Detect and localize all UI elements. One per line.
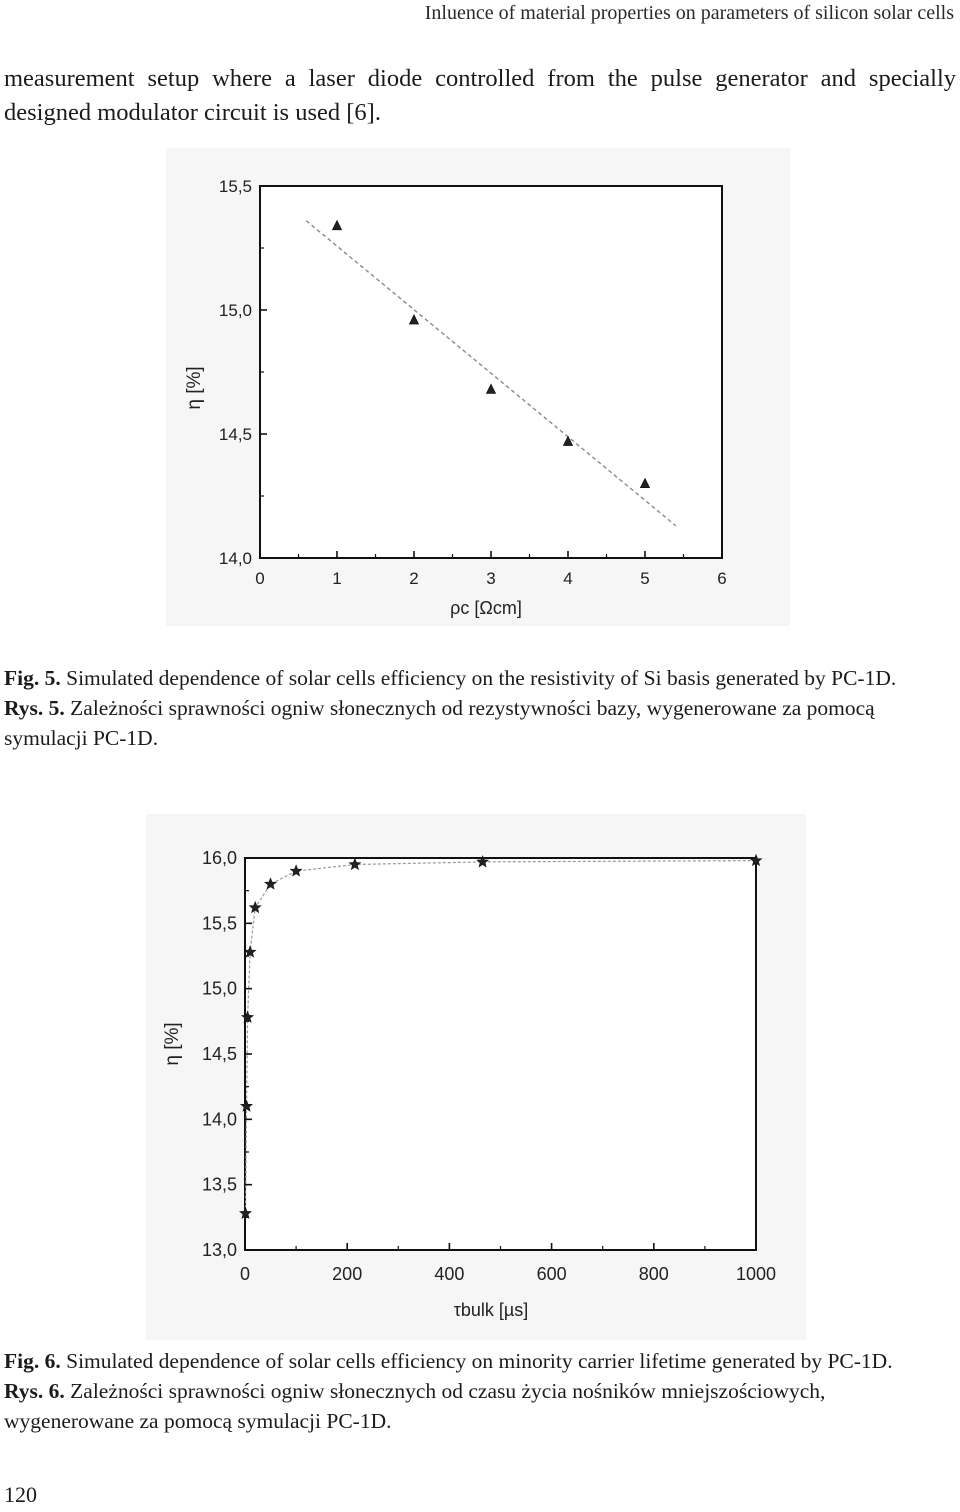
c2-y-tick-label: 13,5 <box>201 1174 237 1195</box>
c2-plot-frame <box>245 858 756 1250</box>
c1-x-tick-label: 0 <box>255 569 265 588</box>
figure-5-x-axis-label: ρc [Ωcm] <box>450 598 522 618</box>
c2-y-tick-label: 14,5 <box>201 1044 237 1064</box>
figure-5-caption-en-text: Simulated dependence of solar cells efficiency on the resistivity of Si basis generated by PC-1D. <box>60 666 897 690</box>
c1-x-tick-label: 3 <box>486 569 496 588</box>
figure-6-y-axis-label: η [%] <box>162 1022 183 1066</box>
c2-x-tick-label: 1000 <box>735 1264 777 1284</box>
figure-6-caption-en <box>4 1346 956 1376</box>
c2-y-tick-label: 15,5 <box>201 913 237 934</box>
figure-6-caption-en-label: Fig. 6. <box>4 1349 61 1373</box>
figure-5-caption-pl <box>4 693 956 753</box>
c1-x-tick-label: 2 <box>409 569 419 588</box>
c1-y-tick-label: 14,5 <box>218 425 252 444</box>
figure-6-x-axis-label: τbulk [µs] <box>453 1300 529 1320</box>
c1-x-tick-label: 1 <box>332 569 342 588</box>
c2-y-tick-label: 16,0 <box>201 848 237 868</box>
figure-5-caption-pl-text: Zależności sprawności ogniw słonecznych od rezystywności bazy, wygenerowane za pomocą symulacji PC-1D. <box>4 696 875 750</box>
figure-6-caption-en-text: Simulated dependence of solar cells efficiency on minority carrier lifetime generated by PC-1D. <box>60 1349 893 1373</box>
figure-5-caption-pl-label: Rys. 5. <box>4 696 65 720</box>
c2-x-tick-label: 400 <box>434 1264 465 1284</box>
figure-6-caption-pl-text: Zależności sprawności ogniw słonecznych od czasu życia nośników mniejszościowych, wygenerowane za pomocą symulacji PC-1D. <box>4 1379 826 1433</box>
c2-x-tick-label: 800 <box>638 1264 669 1284</box>
figure-6-caption-pl-label: Rys. 6. <box>4 1379 65 1403</box>
c2-x-tick-label: 0 <box>239 1264 251 1284</box>
c1-x-tick-label: 5 <box>640 569 650 588</box>
figure-5-caption-en-label: Fig. 5. <box>4 666 61 690</box>
c2-x-tick-label: 200 <box>332 1264 363 1284</box>
c2-x-tick-label: 600 <box>536 1264 567 1284</box>
figure-5-y-axis-label: η [%] <box>184 366 205 410</box>
c2-y-tick-label: 13,0 <box>201 1240 237 1260</box>
figure-6-chart <box>146 814 806 1340</box>
figure-6-svg <box>146 814 806 1340</box>
figure-6-caption <box>4 1346 956 1436</box>
c1-y-tick-label: 15,5 <box>218 177 252 196</box>
c2-y-tick-label: 15,0 <box>201 978 237 999</box>
c1-y-tick-label: 14,0 <box>218 549 252 568</box>
figure-5-chart <box>166 148 790 626</box>
figure-5-caption <box>4 663 956 753</box>
c1-y-tick-label: 15,0 <box>218 301 252 320</box>
figure-5-svg <box>166 148 790 626</box>
figure-5-caption-en <box>4 663 956 693</box>
c2-y-tick-label: 14,0 <box>201 1109 237 1130</box>
c1-plot-frame <box>260 186 722 558</box>
running-header: Inluence of material properties on parameters of silicon solar cells <box>424 2 954 24</box>
intro-paragraph: measurement setup where a laser diode controlled from the pulse generator and specially designed modulator circuit is used [6]. <box>4 65 956 126</box>
figure-6-caption-pl <box>4 1376 956 1436</box>
page-number: 120 <box>4 1482 37 1507</box>
c1-x-tick-label: 6 <box>717 569 727 588</box>
c1-x-tick-label: 4 <box>563 569 573 588</box>
